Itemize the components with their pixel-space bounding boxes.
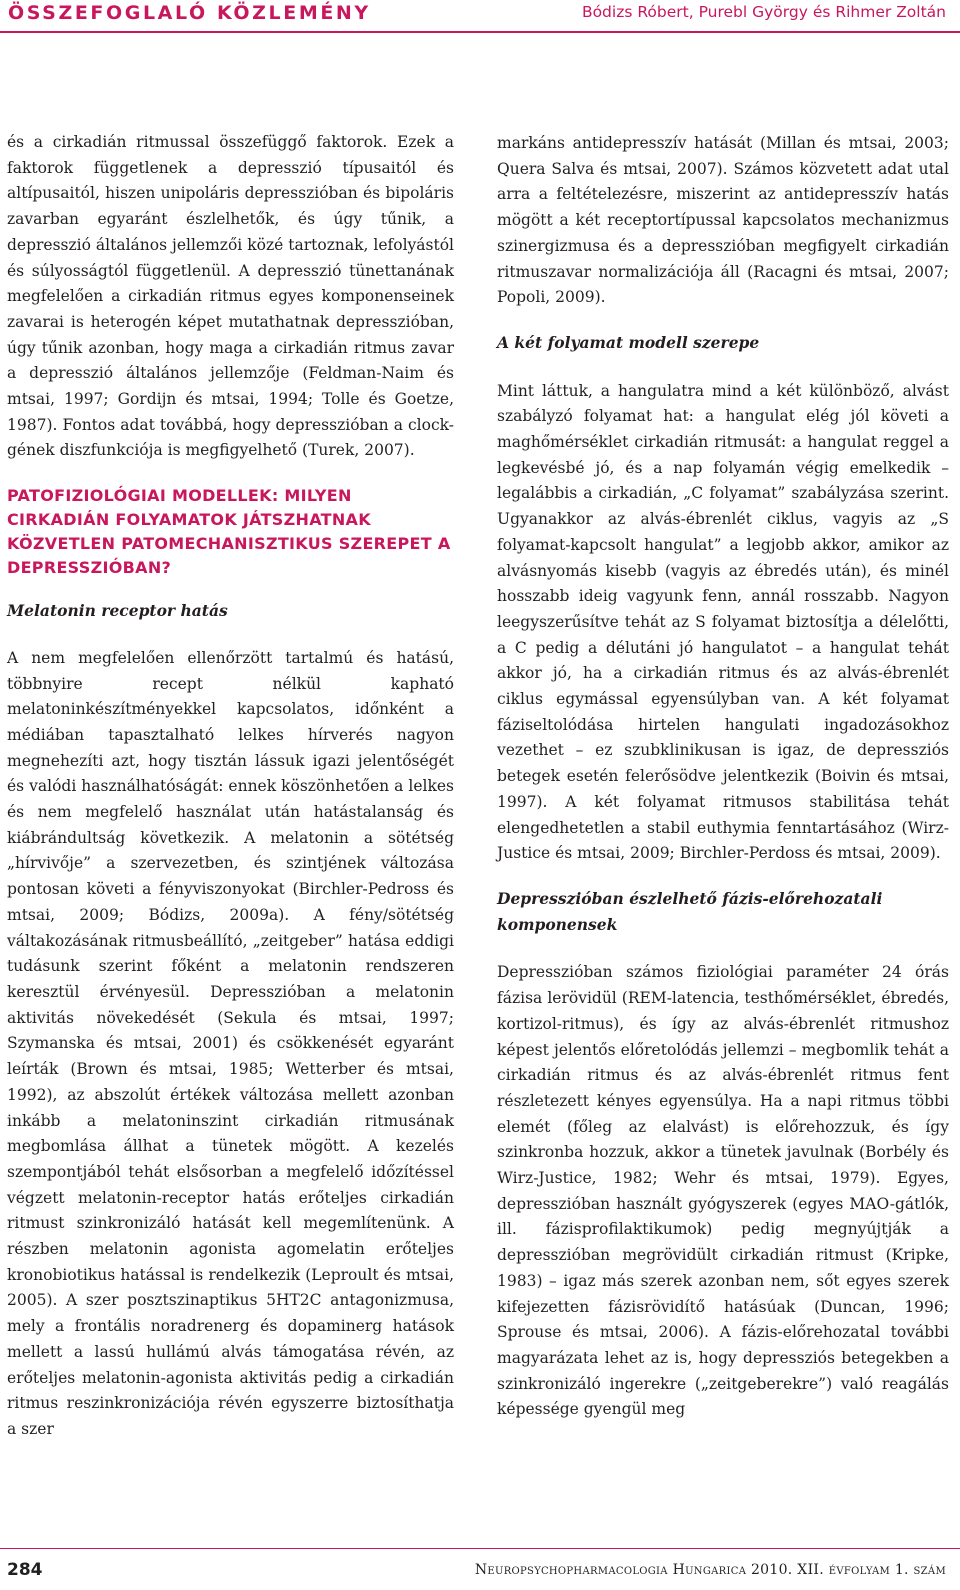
authors: Bódizs Róbert, Purebl György és Rihmer Zoltán xyxy=(581,3,946,21)
page-number: 284 xyxy=(7,1560,43,1580)
body-paragraph: Mint láttuk, a hangulatra mind a két különböző, alvást szabályzó folyamat hat: a hangulat elég jól követi a maghőmérséklet cirkadián ritmusát: a hangulat reggel a legkevésbé jó, és a nap folyamán végig emelkedik – legalábbis a cirkadián, „C folyamat” szabályzása szerint. Ugyanakkor az alvás-ébrenlét ciklus, vagyis az „S folyamat-kapcsolt hangulat” a legjobb akkor, amikor az alvásnyomás kisebb (vagyis az ébredés után), és minél hosszabb ideig vagyunk fenn, annál rosszabb. Nagyon leegyszerűsítve tehát az S folyamat biztosítja a délelőtti, a C pedig a délutáni jó hangulatot – a hangulat tehát akkor jó, ha a cirkadián ritmus és az alvás-ébrenlét ciklus egymással egyensúlyban van. A két folyamat fáziseltolódása hirtelen hangulati ingadozásokhoz vezethet – ez szubklinikusan is igaz, de depressziós betegek esetén felerősödve jelentkezik (Boivin és mtsai, 1997). A két folyamat ritmusos stabilitása tehát elengedhetetlen a stabil euthymia fenntartásához (Wirz-Justice és mtsai, 2009; Birchler-Perdoss és mtsai, 2009). xyxy=(497,381,949,863)
body-paragraph: markáns antidepresszív hatását (Millan és mtsai, 2003; Quera Salva és mtsai, 2007). Számos közvetett adat utal arra a feltételezésre, miszerint az antidepresszív hatás mögött a két receptortípussal kapcsolatos mechanizmus szinergizmusa és a depresszióban megfigyelt cirkadián ritmuszavar normalizációja áll (Racagni és mtsai, 2007; Popoli, 2009). xyxy=(497,134,949,307)
left-column xyxy=(7,130,454,1443)
body-paragraph: és a cirkadián ritmussal összefüggő faktorok. Ezek a faktorok függetlenek a depresszió típusaitól és altípusaitól, hiszen unipoláris depresszióban és bipoláris zavarban egyaránt észlelhetők, és úgy tűnik, a depresszió általános jellemzői közé tartoznak, lefolyástól és súlyosságtól függetlenül. A depresszió tünettanának megfelelően a cirkadián ritmus egyes komponenseinek zavarai is heterogén képet mutathatnak depresszióban, úgy tűnik azonban, hogy maga a cirkadián ritmus zavar a depresszió általános jellemzője (Feldman-Naim és mtsai, 1997; Gordijn és mtsai, 1994; Tolle és Goetze, 1987). Fontos adat továbbá, hogy depresszióban a clock-gének diszfunkciója is megfigyelhető (Turek, 2007). xyxy=(7,133,454,460)
journal-citation: Neuropsychopharmacologia Hungarica 2010. XII. évfolyam 1. szám xyxy=(474,1562,946,1578)
right-column xyxy=(497,131,949,1423)
subheading: Depresszióban észlelhető fázis-előrehozatali komponensek xyxy=(497,888,883,934)
section-label: ÖSSZEFOGLALÓ KÖZLEMÉNY xyxy=(8,2,371,24)
page-header xyxy=(0,0,960,36)
header-divider xyxy=(0,31,960,33)
body-paragraph: A nem megfelelően ellenőrzött tartalmú és hatású, többnyire recept nélkül kapható melatoninkészítményekkel kapcsolatos, időnként a médiában tapasztalható lelkes hírverés nagyon megnehezíti azt, hogy tisztán lássuk igazi jelentőségét és valódi használhatóságát: ennek köszönhetően a lelkes és nem megfelelő használat után hatástalanság és kiábrándultság következik. A melatonin a sötétség „hírvivője” a szervezetben, és szintjének változása pontosan követi a fényviszonyokat (Birchler-Pedross és mtsai, 2009; Bódizs, 2009a). A fény/sötétség váltakozásának ritmusbeállító, „zeitgeber” hatása eddigi tudásunk szerint főként a melatonin rendszeren keresztül érvényesül. Depresszióban a melatonin aktivitás növekedését (Sekula és mtsai, 1997; Szymanska és mtsai, 2001) és csökkenését egyaránt leírták (Brown és mtsai, 1985; Wetterber és mtsai, 1992), az abszolút értékek változása mellett azonban inkább a melatoninszint cirkadián ritmusának megbomlása állhat a tünetek mögött. A kezelés szempontjából tehát elsősorban a megfelelő időzítéssel végzett melatonin-receptor hatás erőteljes cirkadián ritmust szinkronizáló hatását kell megemlítenünk. A részben melatonin agonista agomelatin erőteljes kronobiotikus hatással is rendelkezik (Leproult és mtsai, 2005). A szer posztszinaptikus 5HT2C antagonizmusa, mely a frontális noradrenerg és dopaminerg hatások mellett a lassú hullámú alvás támogatása révén, az erőteljes melatonin-agonista aktivitás pedig a cirkadián ritmus reszinkronizációja révén egyszerre biztosíthatja a szer xyxy=(7,648,454,1438)
page-footer xyxy=(0,1548,960,1590)
footer-divider xyxy=(0,1548,960,1549)
section-heading: PATOFIZIOLÓGIAI MODELLEK: MILYEN CIRKADIÁN FOLYAMATOK JÁTSZHATNAK KÖZVETLEN PATOMECHANISZTIKUS SZEREPET A DEPRESSZIÓBAN? xyxy=(7,486,451,578)
body-paragraph: Depresszióban számos fiziológiai paraméter 24 órás fázisa lerövidül (REM-latencia, testhőmérséklet, ébredés, kortizol-ritmus), és így az alvás-ébrenlét ritmushoz képest jelentős előretolódás jellemzi – megbomlik tehát a cirkadián ritmus és az alvás-ébrenlét ritmus fent részletezett kényes egyensúlya. Ha a napi ritmus többi elemét (főleg az elalvást) is előrehozzuk, és így szinkronba hozzuk, akkor a tünetek javulnak (Borbély és Wirz-Justice, 1982; Wehr és mtsai, 1979). Egyes, depresszióban használt gyógyszerek (egyes MAO-gátlók, ill. fázisprofilaktikumok) pedig megnyújtják a depresszióban megrövidült cirkadián ritmust (Kripke, 1983) – igaz más szerek azonban nem, sőt egyes szerek kifejezetten fázisrövidítő hatásúak (Duncan, 1996; Sprouse és mtsai, 2006). A fázis-előrehozatal további magyarázata lehet az is, hogy depressziós betegekben a szinkronizáló ingerekre („zeitgeberekre”) való reagálás képessége gyengül meg xyxy=(497,963,949,1419)
subheading: Melatonin receptor hatás xyxy=(7,601,228,621)
subheading: A két folyamat modell szerepe xyxy=(497,332,760,352)
